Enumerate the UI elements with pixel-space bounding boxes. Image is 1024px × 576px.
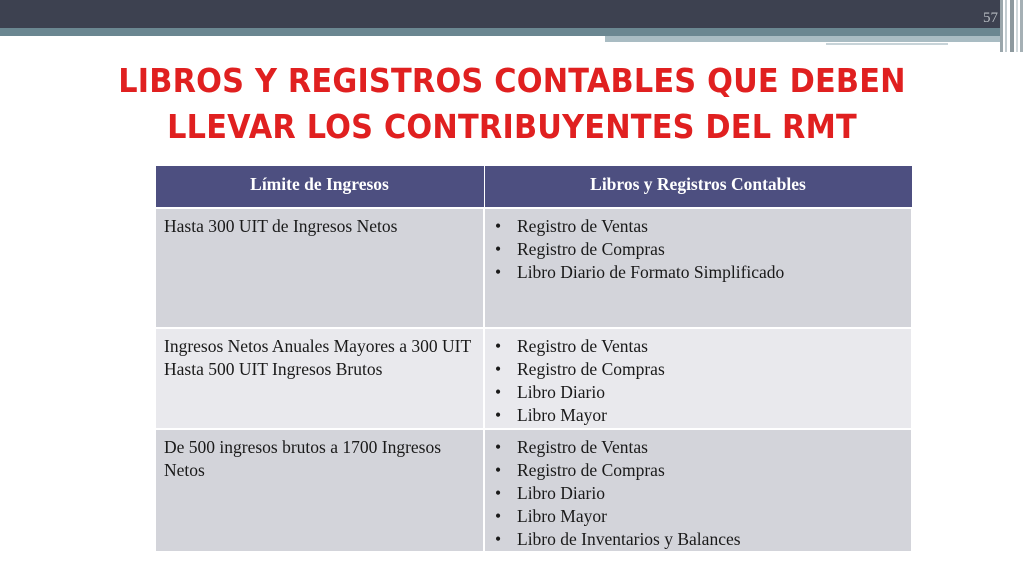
slide-number: 57 bbox=[983, 10, 998, 26]
side-stripe bbox=[1010, 0, 1014, 52]
books-table bbox=[154, 165, 913, 553]
table-row bbox=[155, 328, 912, 429]
list-item: • Registro de Compras bbox=[517, 238, 903, 261]
accent-band-light bbox=[605, 36, 1000, 42]
list-item: • Libro Mayor bbox=[517, 404, 903, 427]
books-cell bbox=[484, 328, 912, 429]
books-list bbox=[493, 215, 903, 284]
list-item: • Libro Diario bbox=[517, 482, 903, 505]
accent-band-thin bbox=[826, 43, 948, 45]
accent-band bbox=[0, 28, 1000, 36]
list-item: • Libro Diario de Formato Simplificado bbox=[517, 261, 903, 284]
list-item: • Libro de Inventarios y Balances bbox=[517, 528, 903, 551]
header-income-limit: Límite de Ingresos bbox=[155, 166, 484, 208]
list-item: • Registro de Ventas bbox=[517, 436, 903, 459]
income-limit-cell: Ingresos Netos Anuales Mayores a 300 UIT Hasta 500 UIT Ingresos Brutos bbox=[155, 328, 484, 429]
table-header-row bbox=[155, 166, 912, 208]
side-stripe bbox=[1005, 0, 1007, 52]
books-cell bbox=[484, 429, 912, 552]
income-limit-cell: Hasta 300 UIT de Ingresos Netos bbox=[155, 208, 484, 328]
books-cell bbox=[484, 208, 912, 328]
books-list bbox=[493, 335, 903, 427]
books-list bbox=[493, 436, 903, 551]
list-item: • Registro de Ventas bbox=[517, 335, 903, 358]
list-item: • Registro de Compras bbox=[517, 358, 903, 381]
table-row bbox=[155, 429, 912, 552]
side-stripe bbox=[1016, 0, 1018, 52]
header-books-registers: Libros y Registros Contables bbox=[484, 166, 912, 208]
list-item: • Libro Diario bbox=[517, 381, 903, 404]
title-line: LLEVAR LOS CONTRIBUYENTES DEL RMT bbox=[167, 107, 857, 146]
list-item: • Libro Mayor bbox=[517, 505, 903, 528]
side-stripe bbox=[1000, 0, 1003, 52]
title-line: LIBROS Y REGISTROS CONTABLES QUE DEBEN bbox=[118, 61, 906, 100]
income-limit-cell: De 500 ingresos brutos a 1700 Ingresos Netos bbox=[155, 429, 484, 552]
side-stripe bbox=[1020, 0, 1023, 52]
slide-title bbox=[96, 58, 928, 150]
list-item: • Registro de Ventas bbox=[517, 215, 903, 238]
list-item: • Registro de Compras bbox=[517, 459, 903, 482]
top-bar bbox=[0, 0, 1000, 28]
table-row bbox=[155, 208, 912, 328]
